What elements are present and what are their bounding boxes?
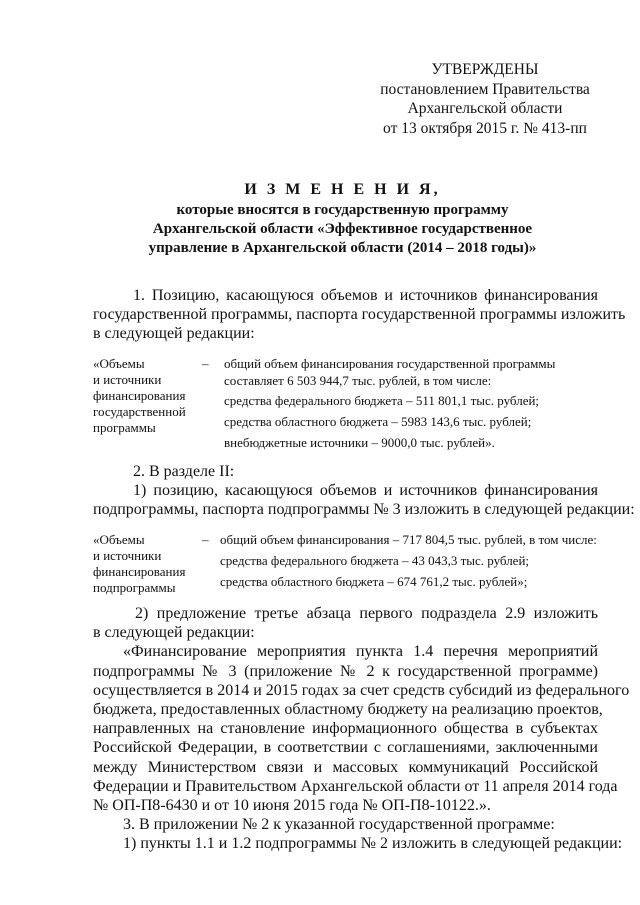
p3-line-11: № ОП-П8-6430 и от 10 июня 2015 года № ОП-П8-10122.». (93, 797, 491, 815)
p3-line-8: Российской Федерации, в соответствии с соглашениями, заключенными (93, 739, 598, 757)
title-line-2: которые вносятся в государственную программу (176, 202, 509, 218)
table2-value-2: средства федерального бюджета – 43 043,3 тыс. рублей; (220, 553, 530, 568)
approved-title: УТВЕРЖДЕНЫ (431, 61, 539, 78)
table1-label-3: финансирования (93, 388, 186, 403)
p2-line-1: 2. В разделе II: (133, 463, 235, 480)
table1-value-4: средства областного бюджета – 5983 143,6 тыс. рублей; (224, 414, 532, 429)
p2-line-2: 1) позицию, касающуюся объемов и источников финансирования (133, 482, 598, 500)
p3-line-6: бюджета, предоставленных областному бюджету на реализацию проектов, (93, 701, 603, 719)
p3-line-12: 3. В приложении № 2 к указанной государственной программе: (123, 816, 555, 834)
table1-value-3: средства федерального бюджета – 511 801,1 тыс. рублей; (224, 393, 540, 408)
p3-line-1: 2) предложение третье абзаца первого подраздела 2.9 изложить (135, 605, 598, 622)
p3-line-7: направленных на становление информационного общества в субъектах (93, 720, 598, 738)
p3-line-4: подпрограммы № 3 (приложение № 2 к государственной программе) (93, 662, 598, 680)
p3-line-13: 1) пункты 1.1 и 1.2 подпрограммы № 2 изложить в следующей редакции: (123, 835, 623, 853)
table1-label-5: программы (93, 420, 156, 435)
table1-value-5: внебюджетные источники – 9000,0 тыс. рублей». (224, 435, 495, 450)
paragraph-3 (93, 604, 630, 854)
p3-line-10: Федерации и Правительством Архангельской области от 11 апреля 2014 года (93, 777, 618, 795)
table2-value-1: общий объем финансирования – 717 804,5 тыс. рублей, в том числе: (220, 532, 597, 547)
table2-label-2: и источники (93, 548, 162, 563)
table1-label (93, 356, 186, 436)
p1-line-2: государственной программы, паспорта государственной программы изложить (93, 306, 626, 324)
table2-label (93, 532, 185, 596)
approved-line-4: от 13 октября 2015 г. № 413-пп (383, 119, 587, 137)
table2-label-1: «Объемы (93, 532, 145, 547)
table2-label-3: финансирования (93, 564, 186, 579)
table1-dash: – (202, 356, 209, 371)
table1-label-1: «Объемы (93, 356, 145, 371)
table2-dash: – (202, 532, 209, 547)
paragraph-2 (93, 462, 635, 520)
p3-line-2: в следующей редакции: (93, 624, 255, 642)
approval-stamp (370, 60, 600, 138)
title-heading: И З М Е Н Е Н И Я, (244, 181, 441, 198)
table2-value-3: средства областного бюджета – 674 761,2 тыс. рублей»; (220, 574, 528, 589)
table1-label-2: и источники (93, 372, 162, 387)
p3-line-3: «Финансирование мероприятия пункта 1.4 перечня мероприятий (123, 643, 598, 661)
title-line-4: управление в Архангельской области (2014 – 2018 годы)» (148, 240, 537, 256)
p3-line-5: осуществляется в 2014 и 2015 годах за счет средств субсидий из федерального (93, 681, 630, 699)
paragraph-1 (93, 286, 626, 344)
table1-value-1: общий объем финансирования государственной программы (224, 356, 556, 371)
p2-line-3: подпрограммы, паспорта подпрограммы № 3 изложить в следующей редакции: (93, 501, 635, 519)
table1-value-2: составляет 6 503 944,7 тыс. рублей, в том числе: (224, 373, 492, 388)
table2-label-4: подпрограммы (93, 580, 176, 595)
table1-label-4: государственной (93, 404, 186, 419)
document-title (90, 180, 595, 258)
p3-line-9: между Министерством связи и массовых коммуникаций Российской (93, 758, 598, 776)
p1-line-1: 1. Позицию, касающуюся объемов и источников финансирования (133, 287, 598, 304)
title-line-3: Архангельской области «Эффективное государственное (152, 221, 533, 237)
approved-line-2: постановлением Правительства (380, 80, 590, 98)
p1-line-3: в следующей редакции: (93, 325, 255, 343)
approved-line-3: Архангельской области (407, 100, 563, 117)
